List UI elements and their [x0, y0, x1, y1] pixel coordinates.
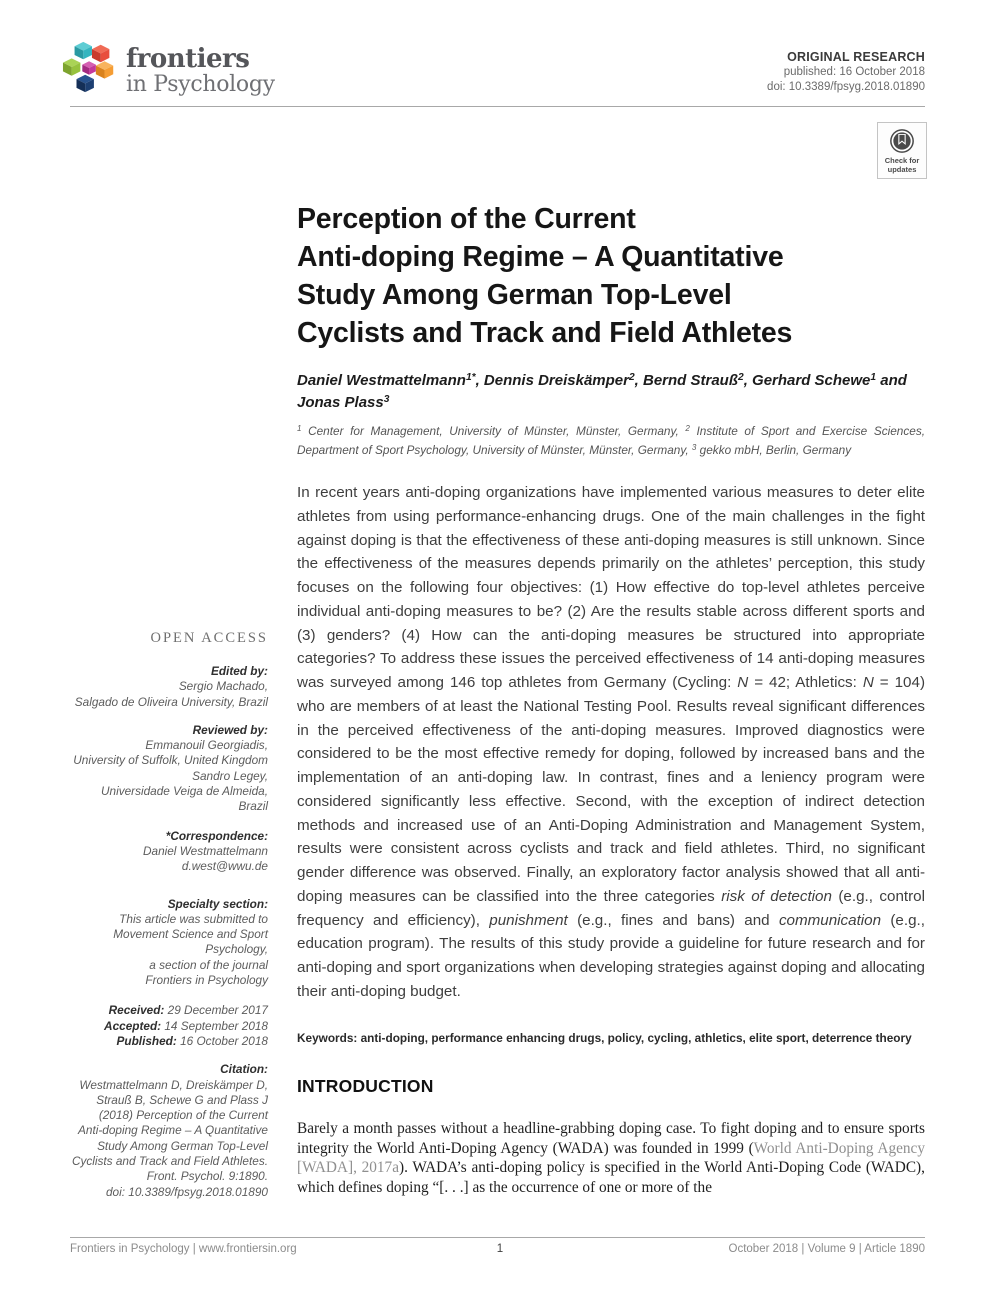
text-segment: Institute of Sport and Exercise Sciences, Department of Sport Psychology, University of Münster, Münster, Germany,	[297, 424, 925, 457]
frontiers-logo-text	[126, 46, 275, 98]
text-segment: ). WADA’s anti-doping policy is specified in the World Anti-Doping Code (WADC), which defines doping “[. . .] as the occurrence of one or more of the	[297, 1159, 925, 1196]
sidebar-line: Universidade Veiga de Almeida, Brazil	[101, 784, 268, 814]
sidebar-block-label: Citation:	[220, 1062, 268, 1077]
superscript: 1	[297, 424, 302, 434]
text-segment: Barely a month passes without a headline-grabbing doping case. To fight doping and to ensure sports integrity the World Anti-Doping Agency (WADA) was founded in 1999 (	[297, 1120, 925, 1157]
superscript: 1	[870, 372, 877, 384]
citation-block	[70, 1062, 268, 1200]
superscript: 2	[628, 372, 635, 384]
keywords-line: Keywords: anti-doping, performance enhancing drugs, policy, cycling, athletics, elite sport, deterrence theory	[297, 1031, 912, 1045]
text-segment: = 104) who are members of at least the National Testing Pool. Results reveal significant differences in the perceived effectiveness of the anti-doping measures. Improved diagnostics were considered to be the most effective remedy for doping, followed by increased bans and the implementation of an anti-doping law. In contrast, fines and a leniency program were considered significantly less effective. Second, with the exception of indirect detection methods and increased use of an Anti-Doping Administration and Management System, results were consistent across cyclists and track and field athletes. Third, no significant gender difference was observed. Finally, an exploratory factor analysis showed that all anti-doping measures can be classified into the three categories	[297, 674, 925, 905]
text-segment: N	[737, 674, 749, 691]
abstract-text	[297, 481, 925, 1004]
superscript: 2	[685, 424, 690, 434]
sidebar-line: Frontiers in Psychology	[145, 973, 268, 988]
published-date: published: 16 October 2018	[783, 66, 925, 78]
sidebar-line: Cyclists and Track and Field Athletes.	[71, 1154, 268, 1169]
text-segment: (e.g., education program). The results of this study provide a guideline for future research and for anti-doping and sport organizations when developing strategies against doping and allocating their anti-doping budget.	[297, 911, 925, 1000]
specialty-section-block	[70, 897, 268, 989]
sidebar-line: (2018) Perception of the Current	[98, 1108, 268, 1123]
sidebar-date-line: Published: 16 October 2018	[116, 1033, 268, 1048]
text-segment: Daniel Westmattelmann	[297, 372, 466, 389]
frontiers-logo	[62, 38, 275, 98]
text-segment: (e.g., fines and bans) and	[567, 911, 779, 929]
superscript: 3	[691, 442, 697, 452]
text-segment: (e.g., control frequency and efficiency),	[297, 887, 925, 929]
badge-line2: updates	[887, 164, 917, 174]
text-segment: = 42; Athletics:	[748, 674, 863, 691]
sidebar-line: Westmattelmann D, Dreiskämper D,	[79, 1077, 268, 1092]
sidebar-line: University of Suffolk, United Kingdom	[73, 753, 268, 768]
introduction-paragraph	[297, 1119, 925, 1197]
reviewed-by-block	[70, 723, 268, 815]
sidebar-groups	[70, 664, 268, 1200]
text-segment: communication	[778, 911, 882, 929]
article-title: Perception of the Current Anti-doping Regime – A Quantitative Study Among German Top-Level Cyclists and Track and Field Athletes	[297, 203, 793, 349]
text-segment: Center for Management, University of Münster, Münster, Germany,	[301, 424, 686, 438]
text-segment: gekko mbH, Berlin, Germany	[696, 442, 852, 457]
sidebar-block-label: Specialty section:	[167, 896, 268, 911]
sidebar-line: Sandro Legey,	[192, 768, 268, 783]
footer-divider	[70, 1237, 925, 1238]
affiliations	[297, 423, 925, 460]
footer-issue: October 2018 | Volume 9 | Article 1890	[728, 1243, 925, 1255]
sidebar-line: Psychology,	[205, 942, 268, 957]
text-segment: , Bernd Strauß	[634, 372, 739, 389]
sidebar-block-label: Reviewed by:	[192, 722, 268, 737]
text-segment: , Dennis Dreiskämper	[475, 372, 629, 389]
open-access-label: OPEN ACCESS	[150, 630, 268, 646]
sidebar-line: doi: 10.3389/fpsyg.2018.01890	[105, 1184, 268, 1199]
sidebar-line: Movement Science and Sport	[113, 927, 268, 942]
sidebar-line: Strauß B, Schewe G and Plass J	[96, 1092, 268, 1107]
author-list	[297, 371, 925, 414]
crossmark-icon	[889, 128, 915, 154]
logo-word-journal: in Psychology	[126, 72, 275, 97]
sidebar-line: Daniel Westmattelmann	[142, 843, 268, 858]
check-for-updates-button[interactable]	[877, 122, 927, 179]
sidebar-line: This article was submitted to	[119, 911, 268, 926]
footer-journal: Frontiers in Psychology | www.frontiersin.org	[70, 1243, 297, 1255]
text-segment: punishment	[489, 911, 568, 929]
superscript: 1*	[465, 372, 476, 384]
frontiers-logo-icon	[62, 38, 120, 98]
sidebar-block-label: Edited by:	[210, 664, 268, 678]
edited-by-block	[70, 664, 268, 710]
logo-word-frontiers: frontiers	[126, 44, 250, 74]
sidebar-line: Emmanouil Georgiadis,	[145, 738, 268, 753]
text-segment: N	[862, 674, 874, 691]
badge-line1: Check for	[884, 156, 920, 165]
correspondence-block	[70, 829, 268, 875]
sidebar-date-line: Received: 29 December 2017	[108, 1003, 268, 1018]
text-segment: In recent years anti-doping organizations have implemented various measures to deter elite athletes from using performance-enhancing drugs. One of the main challenges in the fight against doping is that the effectiveness of these anti-doping measures is still unknown. Since the effectiveness of the measures depends primarily on the athletes’ perception, this study focuses on the following four objectives: (1) How effective do top-level athletes perceive individual anti-doping measures to be? (2) Are the results stable across different sports and (3) genders? (4) How can the anti-doping measures be structured into appropriate categories? To address these issues the perceived effectiveness of 14 anti-doping measures was surveyed among 146 top athletes from Germany (Cycling:	[297, 484, 925, 691]
text-segment: and Jonas Plass	[297, 372, 907, 411]
sidebar-line: Sergio Machado,	[178, 679, 268, 694]
page-number: 1	[496, 1243, 504, 1255]
superscript: 3	[383, 393, 390, 405]
sidebar-date-line: Accepted: 14 September 2018	[104, 1018, 268, 1033]
sidebar-line: Salgado de Oliveira University, Brazil	[74, 694, 268, 709]
sidebar-line: Front. Psychol. 9:1890.	[146, 1169, 268, 1184]
introduction-heading: INTRODUCTION	[297, 1076, 434, 1096]
history-dates-block	[70, 1003, 268, 1049]
correspondence-email-link[interactable]: d.west@wwu.de	[181, 859, 268, 874]
superscript: 2	[738, 372, 744, 384]
sidebar-line: Anti-doping Regime – A Quantitative	[78, 1123, 268, 1138]
text-segment: risk of detection	[721, 887, 832, 905]
header-divider	[70, 106, 925, 107]
header-meta-block	[767, 50, 925, 94]
sidebar-block-label: *Correspondence:	[165, 828, 268, 843]
article-sidebar	[70, 630, 268, 1213]
citation-link[interactable]: World Anti-Doping Agency [WADA], 2017a	[297, 1139, 925, 1177]
doi-link[interactable]: doi: 10.3389/fpsyg.2018.01890	[767, 80, 925, 93]
check-for-updates-label	[885, 157, 920, 174]
article-type-label: ORIGINAL RESEARCH	[787, 50, 925, 64]
sidebar-line: Study Among German Top-Level	[97, 1138, 268, 1153]
sidebar-line: a section of the journal	[149, 957, 268, 972]
text-segment: , Gerhard Schewe	[743, 372, 871, 389]
